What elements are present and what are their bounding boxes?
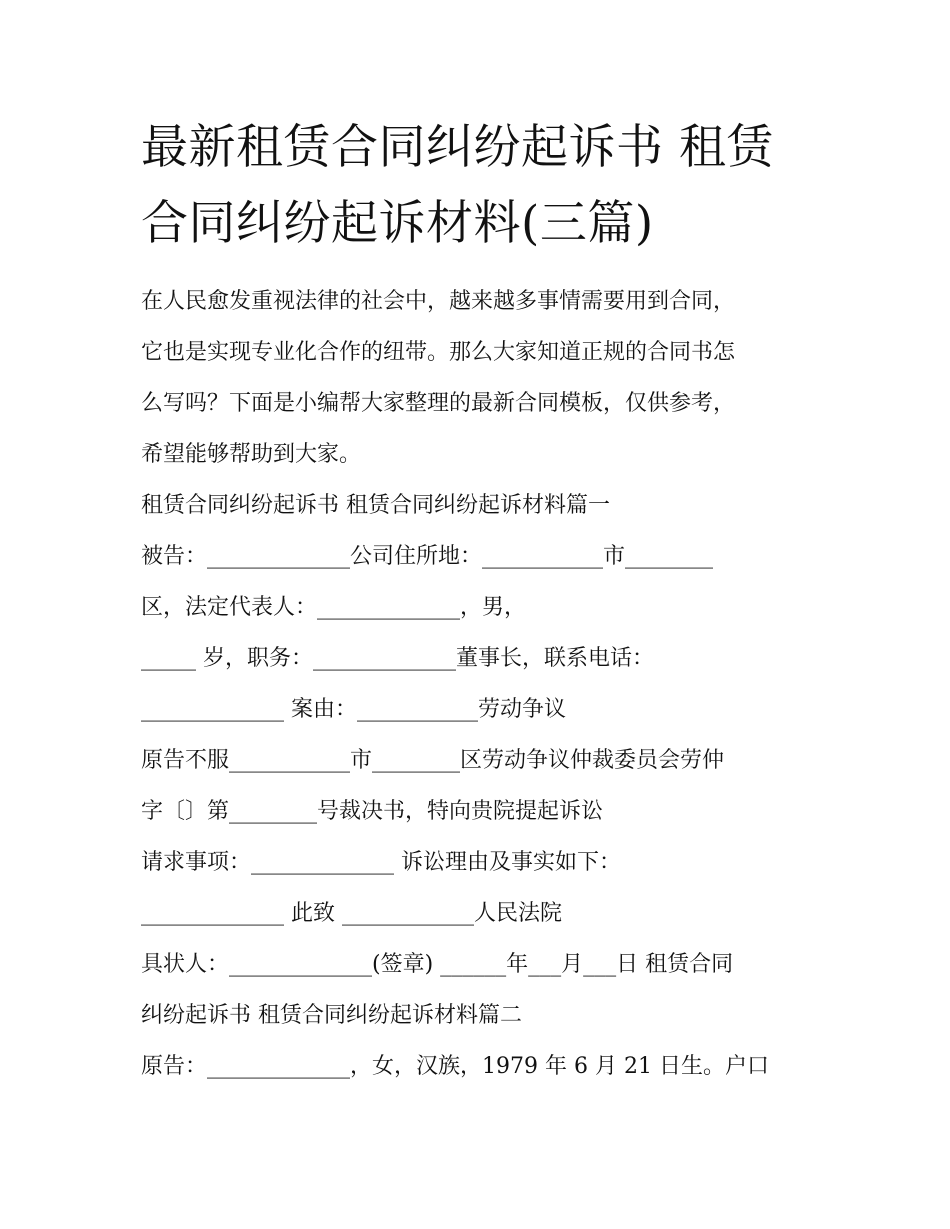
- section-1-heading: 租赁合同纠纷起诉书 租赁合同纠纷起诉材料篇一: [141, 493, 610, 518]
- intro-line-1: 在人民愈发重视法律的社会中，越来越多事情需要用到合同，: [141, 289, 736, 314]
- age-position-line: _____ 岁，职务：_____________董事长，联系电话：: [141, 646, 654, 671]
- intro-line-2: 它也是实现专业化合作的纽带。那么大家知道正规的合同书怎: [141, 340, 736, 365]
- signer-line: 具状人：_____________(签章) ______年___月___日 租赁合同: [141, 952, 734, 977]
- intro-line-3: 么写吗？下面是小编帮大家整理的最新合同模板，仅供参考，: [141, 391, 736, 416]
- legal-rep-line: 区，法定代表人：_____________，男，: [141, 595, 527, 620]
- section-2-heading: 纠纷起诉书 租赁合同纠纷起诉材料篇二: [141, 1003, 522, 1028]
- case-cause-line: _____________ 案由：___________劳动争议: [141, 697, 566, 722]
- document-body: [141, 276, 831, 1092]
- page-title: [141, 110, 831, 262]
- plaintiff-disagree-line: 原告不服___________市________区劳动争议仲裁委员会劳仲: [141, 748, 725, 773]
- title-line-1: 最新租赁合同纠纷起诉书 租赁: [141, 120, 774, 175]
- plaintiff-line: 原告：_____________，女，汉族，1979 年 6 月 21 日生。户口: [141, 1054, 769, 1079]
- intro-line-4: 希望能够帮助到大家。: [141, 442, 362, 467]
- ruling-line: 字〔〕第________号裁决书，特向贵院提起诉讼: [141, 799, 604, 824]
- title-line-2: 合同纠纷起诉材料(三篇): [141, 196, 654, 251]
- intro-paragraph: [141, 276, 831, 480]
- defendant-line: 被告：_____________公司住所地：___________市________: [141, 544, 714, 569]
- court-line: _____________ 此致 ____________人民法院: [141, 901, 562, 926]
- claims-line: 请求事项：_____________ 诉讼理由及事实如下：: [141, 850, 621, 875]
